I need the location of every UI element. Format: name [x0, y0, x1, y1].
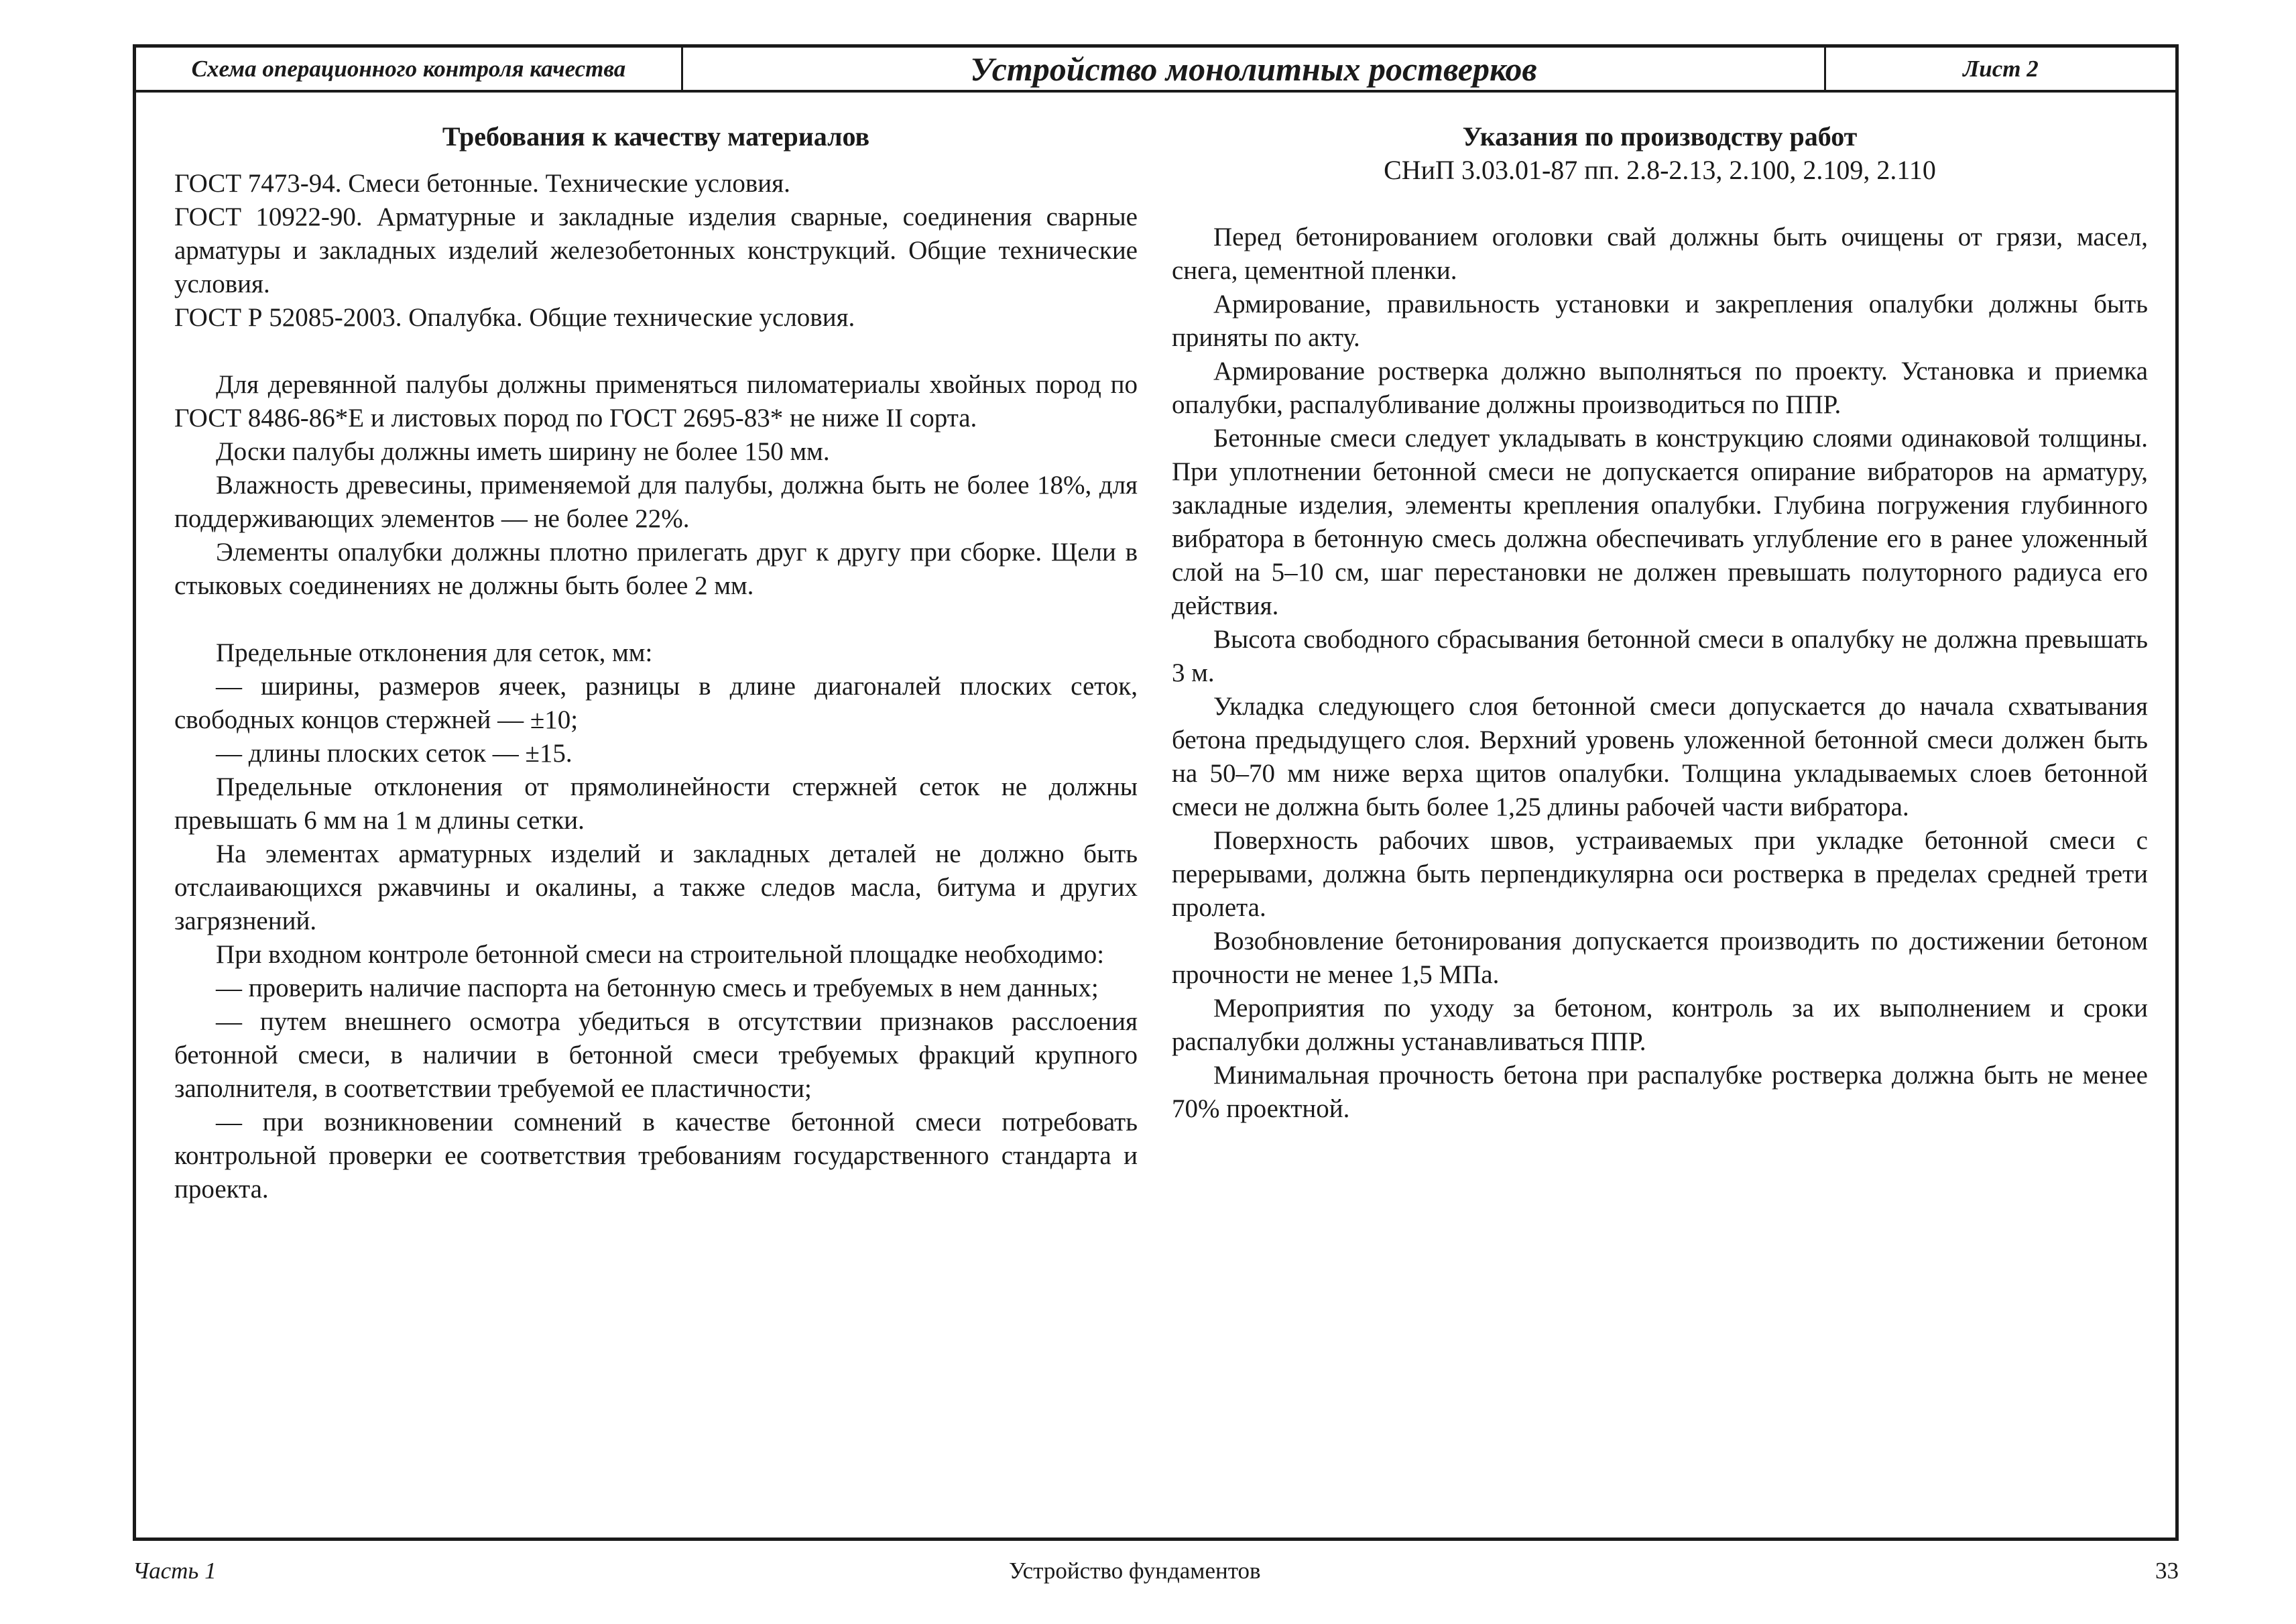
- paragraph: ГОСТ 10922-90. Арматурные и закладные изделия сварные, соединения сварные арматуры и закладных изделий железобетонных конструкций. Общие технические условия.: [174, 202, 1138, 298]
- page-number: 33: [2155, 1558, 2179, 1584]
- list-item: — при возникновении сомнений в качестве бетонной смеси потребовать контрольной проверки ее соответствия требованиям государственного стандарта и проекта.: [174, 1108, 1138, 1204]
- list-item: — проверить наличие паспорта на бетонную смесь и требуемых в нем данных;: [216, 974, 1099, 1002]
- paragraph: Укладка следующего слоя бетонной смеси допускается до начала схватывания бетона предыдущего слоя. Верхний уровень уложенной бетонной смеси должен быть на 50–70 мм ниже верха щитов опалубки. Толщина укладываемых слоев бетонной смеси не должна быть более 1,25 длины рабочей части вибратора.: [1172, 692, 2148, 821]
- paragraph: Армирование ростверка должно выполняться по проекту. Установка и приемка опалубки, распалубливание должны производиться по ППР.: [1172, 357, 2148, 419]
- paragraph: ГОСТ 7473-94. Смеси бетонные. Технические условия.: [174, 169, 790, 198]
- paragraph: Для деревянной палубы должны применяться пиломатериалы хвойных пород по ГОСТ 8486-86*Е и листовых пород по ГОСТ 2695-83* не ниже II сорта.: [174, 370, 1138, 432]
- materials-requirements-title: Требования к качеству материалов: [442, 121, 870, 152]
- paragraph: Элементы опалубки должны плотно прилегать друг к другу при сборке. Щели в стыковых соединениях не должны быть более 2 мм.: [174, 538, 1138, 600]
- header-scheme-label: Схема операционного контроля качества: [136, 48, 683, 90]
- list-item: — путем внешнего осмотра убедиться в отсутствии признаков расслоения бетонной смеси, в наличии в бетонной смеси требуемых фракций крупного заполнителя, в соответствии требуемой ее пластичности;: [174, 1007, 1138, 1103]
- footer-section-title: Устройство фундаментов: [1009, 1558, 1261, 1584]
- header-title: Устройство монолитных ростверков: [683, 48, 1826, 90]
- page-frame: [133, 44, 2179, 1541]
- paragraph: На элементах арматурных изделий и закладных деталей не должно быть отслаивающихся ржавчины и окалины, а также следов масла, битума и других загрязнений.: [174, 839, 1138, 935]
- header-table: [136, 48, 2175, 93]
- header-sheet-number: Лист 2: [1963, 55, 2039, 82]
- paragraph: Высота свободного сбрасывания бетонной смеси в опалубку не должна превышать 3 м.: [1172, 625, 2148, 687]
- work-instructions-title: Указания по производству работ: [1462, 121, 1858, 152]
- paragraph: Минимальная прочность бетона при распалубке ростверка должна быть не менее 70% проектной.: [1172, 1061, 2148, 1123]
- work-instructions-column: [1172, 120, 2148, 1126]
- paragraph: Поверхность рабочих швов, устраиваемых при укладке бетонной смеси с перерывами, должна быть перпендикулярна оси ростверка в пределах средней трети пролета.: [1172, 826, 2148, 922]
- paragraph: Предельные отклонения для сеток, мм:: [216, 638, 653, 667]
- paragraph: ГОСТ Р 52085-2003. Опалубка. Общие технические условия.: [174, 303, 855, 332]
- paragraph: Бетонные смеси следует укладывать в конструкцию слоями одинаковой толщины. При уплотнении бетонной смеси не допускается опирание вибраторов на арматуру, закладные изделия, элементы крепления опалубки. Глубина погружения глубинного вибратора в бетонную смесь должна обеспечивать углубление его в ранее уложенный слой на 5–10 см, шаг перестановки не должен превышать полуторного радиуса его действия.: [1172, 424, 2148, 620]
- paragraph: Предельные отклонения от прямолинейности стержней сеток не должны превышать 6 мм на 1 м длины сетки.: [174, 772, 1138, 835]
- work-instructions-reference: СНиП 3.03.01-87 пп. 2.8-2.13, 2.100, 2.109, 2.110: [1384, 155, 1936, 185]
- footer-part-label: Часть 1: [133, 1558, 217, 1584]
- paragraph: Мероприятия по уходу за бетоном, контроль за их выполнением и сроки распалубки должны устанавливаться ППР.: [1172, 994, 2148, 1056]
- materials-requirements-column: [174, 120, 1138, 1206]
- paragraph: Возобновление бетонирования допускается производить по достижении бетоном прочности не менее 1,5 МПа.: [1172, 927, 2148, 989]
- paragraph: Перед бетонированием оголовки свай должны быть очищены от грязи, масел, снега, цементной пленки.: [1172, 223, 2148, 285]
- list-item: — длины плоских сеток — ±15.: [216, 739, 572, 768]
- paragraph: При входном контроле бетонной смеси на строительной площадке необходимо:: [216, 940, 1105, 969]
- list-item: — ширины, размеров ячеек, разницы в длине диагоналей плоских сеток, свободных концов стержней — ±10;: [174, 672, 1138, 734]
- paragraph: Доски палубы должны иметь ширину не более 150 мм.: [216, 437, 830, 466]
- paragraph: Армирование, правильность установки и закрепления опалубки должны быть приняты по акту.: [1172, 290, 2148, 352]
- paragraph: Влажность древесины, применяемой для палубы, должна быть не более 18%, для поддерживающих элементов — не более 22%.: [174, 471, 1138, 533]
